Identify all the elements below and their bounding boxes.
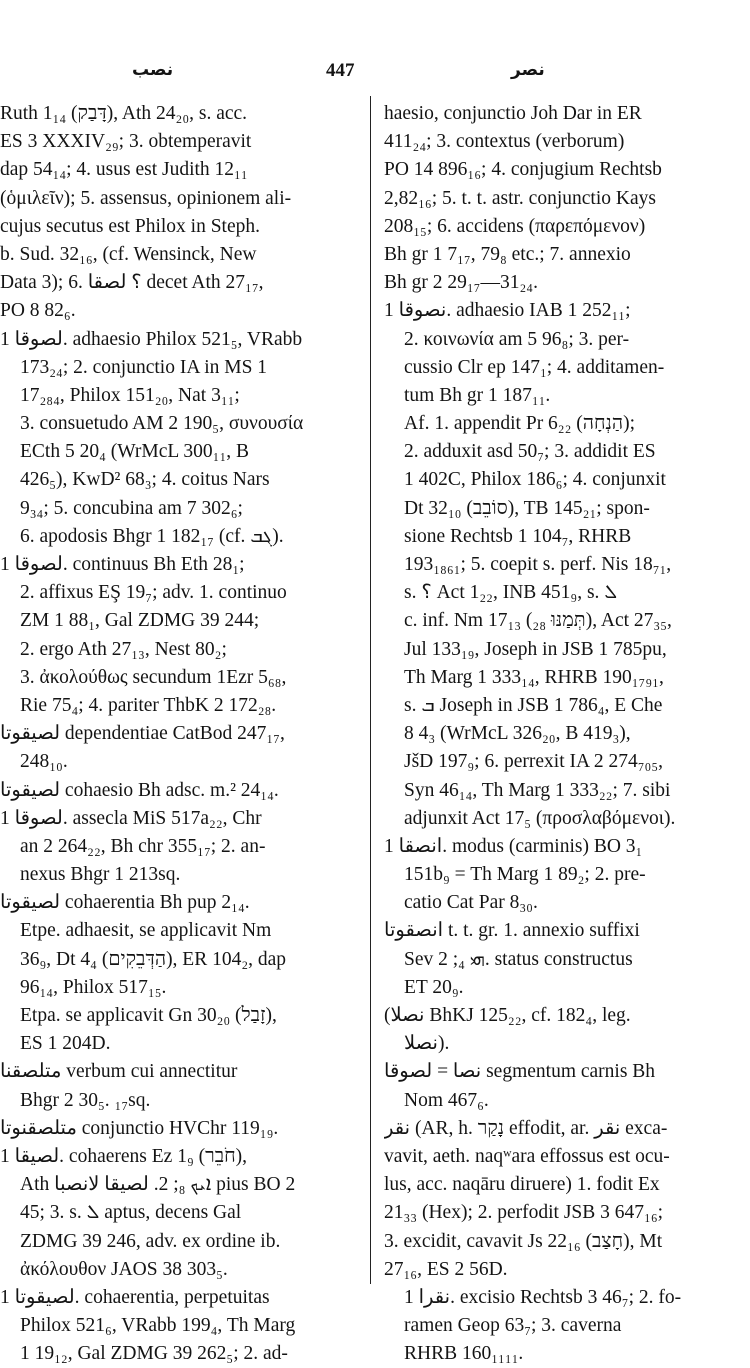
- right-column: [384, 100, 734, 1368]
- entry-line: RHRB 160₁₁₁₁.: [404, 1343, 524, 1365]
- entry-line: 151b₉ = Th Marg 1 89₂; 2. pre-: [404, 864, 646, 886]
- entry-line: 248₁₀.: [20, 751, 68, 773]
- entry-line: PO 8 82₆.: [0, 300, 76, 322]
- entry-line: sione Rechtsb 1 104₇, RHRB: [404, 525, 632, 547]
- entry-line: lus, acc. naqāru diruere) 1. fodit Ex: [384, 1174, 660, 1196]
- entry-line: 1 19₁₂, Gal ZDMG 39 262₅; 2. ad-: [20, 1343, 288, 1365]
- entry-line: cussio Clr ep 147₁; 4. additamen-: [404, 356, 665, 378]
- entry-line: Rie 75₄; 4. pariter ThbK 2 172₂₈.: [20, 694, 277, 716]
- entry-line: لصيقوتا 1. cohaerentia, perpetuitas: [0, 1286, 270, 1308]
- right-running-headword: نصر: [511, 60, 545, 80]
- entry-line: نصلا).: [404, 1033, 450, 1055]
- entry-line: Syn 46₁₄, Th Marg 1 333₂₂; 7. sibi: [404, 779, 671, 801]
- entry-line: catio Cat Par 8₃₀.: [404, 892, 538, 914]
- entry-line: لصيقوتا cohaerentia Bh pup 2₁₄.: [0, 892, 250, 914]
- entry-line: 3. excidit, cavavit Js 22₁₆ (חָצַב), Mt: [384, 1230, 663, 1252]
- entry-line: متلصقنوتا conjunctio HVChr 119₁₉.: [0, 1117, 279, 1139]
- entry-line: 3. consuetudo AM 2 190₅, συνουσία: [20, 413, 304, 435]
- entry-line: nexus Bhgr 1 213sq.: [20, 864, 181, 886]
- page-header: [0, 60, 750, 86]
- entry-line: انصقا 1. modus (carminis) BO 3₁: [384, 835, 643, 857]
- entry-line: 193₁₈₆₁; 5. coepit s. perf. Nis 18₇₁,: [404, 554, 672, 575]
- entry-line: c. inf. Nm 17₁₃ (תְּמַנּוּ ₂₈), Act 27₃₅,: [404, 610, 672, 632]
- entry-line: ES 3 XXXIV₂₉; 3. obtemperavit: [0, 131, 252, 153]
- entry-line: ET 20₉.: [404, 976, 464, 998]
- left-running-headword: نصب: [132, 60, 174, 80]
- entry-line: 27₁₆, ES 2 56D.: [384, 1258, 508, 1280]
- entry-line: نقر (AR, h. נָקַר effodit, ar. نقر exca-: [384, 1117, 668, 1139]
- entry-line: 2,82₁₆; 5. t. t. astr. conjunctio Kays: [384, 187, 656, 209]
- entry-line: s. ܒ Joseph in JSB 1 786₄, E Che: [404, 694, 663, 716]
- entry-line: ZDMG 39 246, adv. ex ordine ib.: [20, 1230, 281, 1252]
- entry-line: Af. 1. appendit Pr 6₂₂ (הַנְחָה);: [404, 413, 636, 435]
- entry-line: لصيقوتا dependentiae CatBod 247₁₇,: [0, 723, 285, 745]
- entry-line: 3. ἀκολούθως secundum 1Ezr 5₆₈,: [20, 666, 287, 688]
- entry-line: Dt 32₁₀ (סוֹבֵב), TB 145₂₁; spon-: [404, 497, 650, 519]
- entry-line: 2. adduxit asd 50₇; 3. addidit ES: [404, 441, 656, 463]
- entry-line: ECth 5 20₄ (WrMcL 300₁₁, B: [20, 441, 250, 463]
- entry-line: cujus secutus est Philox in Steph.: [0, 215, 260, 237]
- entry-line: 9₃₄; 5. concubina am 7 302₆;: [20, 497, 243, 519]
- entry-line: Th Marg 1 333₁₄, RHRB 190₁₇₉₁,: [404, 666, 664, 688]
- entry-line: ZM 1 88₁, Gal ZDMG 39 244;: [20, 610, 260, 632]
- entry-line: نصا = لصوقا segmentum carnis Bh: [384, 1061, 656, 1083]
- entry-line: 426₅), KwD² 68₃; 4. coitus Nars: [20, 469, 270, 491]
- entry-line: Etpa. se applicavit Gn 30₂₀ (זָבַל),: [20, 1005, 277, 1026]
- entry-line: Philox 521₆, VRabb 199₄, Th Marg: [20, 1315, 296, 1337]
- entry-line: 96₁₄, Philox 517₁₅.: [20, 976, 167, 998]
- entry-line: Jul 133₁₉, Joseph in JSB 1 785pu,: [404, 638, 667, 660]
- entry-line: 2. κοινωνία am 5 96₈; 3. per-: [404, 328, 630, 350]
- entry-line: (ὁμιλεῖν); 5. assensus, opinionem ali-: [0, 187, 292, 209]
- entry-line: JšD 197₉; 6. perrexit IA 2 274₇₀₅,: [404, 751, 664, 773]
- entry-line: 36₉, Dt 4₄ (הַדְּבֵקִים), ER 104₂, dap: [20, 948, 287, 970]
- entry-line: لصوقا 1. assecla MiS 517a₂₂, Chr: [0, 807, 262, 829]
- entry-line: 6. apodosis Bhgr 1 182₁₇ (cf. ܓܒ).: [20, 525, 284, 547]
- entry-line: Nom 467₆.: [404, 1089, 489, 1111]
- entry-line: dap 54₁₄; 4. usus est Judith 12₁₁: [0, 159, 248, 181]
- entry-line: ramen Geop 63₇; 3. caverna: [404, 1315, 622, 1337]
- entry-line: s. ؟ Act 1₂₂, INB 451₉, s. ܠ: [404, 582, 617, 604]
- entry-line: 1 402C, Philox 186₆; 4. conjunxit: [404, 469, 666, 491]
- entry-line: 45; 3. s. ܠ aptus, decens Gal: [20, 1202, 242, 1224]
- entry-line: adjunxit Act 17₅ (προσλαβόμενοι).: [404, 807, 676, 829]
- entry-line: نصوقا 1. adhaesio IAB 1 252₁₁;: [384, 300, 631, 322]
- entry-line: ES 1 204D.: [20, 1033, 111, 1055]
- entry-line: 411₂₄; 3. contextus (verborum): [384, 131, 625, 153]
- page-number: 447: [326, 60, 355, 81]
- entry-line: ἀκόλουθον JAOS 38 303₅.: [20, 1258, 228, 1280]
- column-divider: [370, 96, 371, 1284]
- entry-line: b. Sud. 32₁₆, (cf. Wensinck, New: [0, 243, 257, 265]
- entry-line: Sev ܗܝ ₄; 2. status constructus: [404, 948, 633, 970]
- entry-line: Bh gr 1 7₁₇, 79₈ etc.; 7. annexio: [384, 243, 631, 265]
- entry-line: haesio, conjunctio Joh Dar in ER: [384, 103, 642, 124]
- entry-line: tum Bh gr 1 187₁₁.: [404, 384, 551, 406]
- entry-line: an 2 264₂₂, Bh chr 355₁₇; 2. an-: [20, 835, 266, 857]
- entry-line: لصيقا 1. cohaerens Ez 1₉ (חֹבֵר),: [0, 1145, 248, 1167]
- entry-line: 21₃₃ (Hex); 2. perfodit JSB 3 647₁₆;: [384, 1202, 664, 1224]
- entry-line: لصوقا 1. adhaesio Philox 521₅, VRabb: [0, 328, 303, 350]
- entry-line: 17₂₈₄, Philox 151₂₀, Nat 3₁₁;: [20, 384, 240, 406]
- entry-line: vavit, aeth. naqʷara effossus est ocu-: [384, 1145, 670, 1167]
- entry-line: (نصلا BhKJ 125₂₂, cf. 182₄, leg.: [384, 1005, 631, 1026]
- entry-line: Bh gr 2 29₁₇—31₂₄.: [384, 272, 538, 294]
- entry-line: 2. affixus EŞ 19₇; adv. 1. continuo: [20, 582, 287, 604]
- entry-line: 2. ergo Ath 27₁₃, Nest 80₂;: [20, 638, 227, 660]
- entry-line: نقرا 1. excisio Rechtsb 3 46₇; 2. fo-: [404, 1286, 682, 1308]
- entry-line: PO 14 896₁₆; 4. conjugium Rechtsb: [384, 159, 662, 181]
- entry-line: 173₂₄; 2. conjunctio IA in MS 1: [20, 356, 268, 378]
- entry-line: لصوقا 1. continuus Bh Eth 28₁;: [0, 554, 245, 575]
- entry-line: Etpe. adhaesit, se applicavit Nm: [20, 920, 272, 942]
- entry-line: 208₁₅; 6. accidens (παρεπόμενον): [384, 215, 646, 237]
- entry-line: 8 4₃ (WrMcL 326₂₀, B 419₃),: [404, 723, 631, 745]
- entry-line: لصيقوتا cohaesio Bh adsc. m.² 24₁₄.: [0, 779, 279, 801]
- entry-line: Ruth 1₁₄ (דָּבַק), Ath 24₂₀, s. acc.: [0, 103, 248, 124]
- entry-line: Bhgr 2 30₅. ₁₇sq.: [20, 1089, 151, 1111]
- left-column: [0, 100, 362, 1368]
- entry-line: متلصقنا verbum cui annectitur: [0, 1061, 238, 1083]
- entry-line: انصقوتا t. t. gr. 1. annexio suffixi: [384, 920, 640, 942]
- entry-line: Ath ܐܝܟ ₈; 2. لصيقا لانصبا pius BO 2: [20, 1174, 296, 1196]
- entry-line: Data 3); 6. ؟ لصقا decet Ath 27₁₇,: [0, 272, 264, 294]
